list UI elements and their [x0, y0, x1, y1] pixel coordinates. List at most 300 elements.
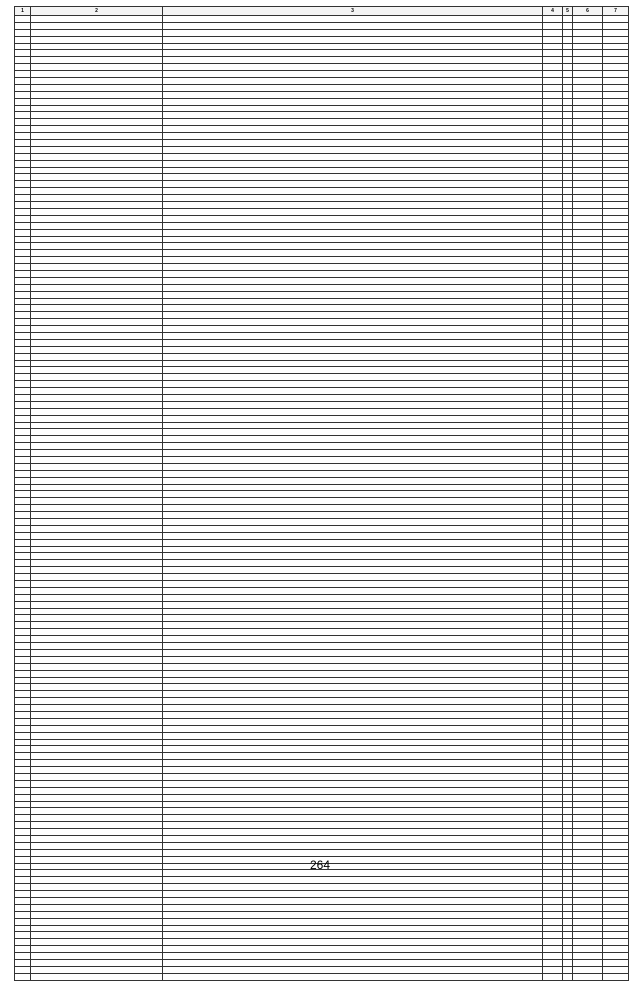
table-cell: [31, 925, 163, 932]
table-cell: [163, 339, 543, 346]
table-cell: [563, 326, 573, 333]
table-cell: [563, 670, 573, 677]
table-cell: [31, 78, 163, 85]
table-cell: [31, 188, 163, 195]
table-cell: [603, 153, 629, 160]
table-row: [15, 835, 629, 842]
table-cell: [31, 587, 163, 594]
table-cell: [603, 656, 629, 663]
table-cell: [15, 50, 31, 57]
table-cell: [603, 643, 629, 650]
table-cell: [15, 973, 31, 980]
table-cell: [31, 112, 163, 119]
table-row: [15, 815, 629, 822]
table-cell: [31, 746, 163, 753]
table-cell: [163, 973, 543, 980]
table-cell: [563, 629, 573, 636]
table-cell: [163, 415, 543, 422]
table-cell: [563, 84, 573, 91]
table-cell: [163, 581, 543, 588]
table-cell: [563, 677, 573, 684]
table-cell: [15, 243, 31, 250]
table-cell: [15, 560, 31, 567]
table-cell: [603, 767, 629, 774]
table-cell: [573, 470, 603, 477]
table-cell: [603, 326, 629, 333]
table-cell: [563, 257, 573, 264]
table-cell: [563, 684, 573, 691]
table-cell: [31, 960, 163, 967]
table-cell: [31, 829, 163, 836]
table-cell: [603, 884, 629, 891]
table-cell: [163, 794, 543, 801]
table-cell: [15, 615, 31, 622]
table-cell: [31, 229, 163, 236]
table-cell: [15, 470, 31, 477]
table-cell: [31, 98, 163, 105]
table-cell: [603, 429, 629, 436]
table-cell: [573, 491, 603, 498]
table-cell: [573, 298, 603, 305]
table-cell: [31, 181, 163, 188]
table-cell: [603, 553, 629, 560]
table-cell: [573, 815, 603, 822]
table-cell: [31, 891, 163, 898]
table-cell: [15, 326, 31, 333]
table-cell: [31, 394, 163, 401]
table-cell: [15, 835, 31, 842]
table-cell: [31, 477, 163, 484]
table-cell: [573, 112, 603, 119]
table-cell: [603, 236, 629, 243]
table-cell: [543, 112, 563, 119]
table-cell: [15, 939, 31, 946]
table-cell: [543, 415, 563, 422]
table-cell: [31, 808, 163, 815]
table-cell: [31, 140, 163, 147]
table-cell: [563, 939, 573, 946]
table-cell: [603, 525, 629, 532]
table-cell: [563, 346, 573, 353]
table-cell: [543, 305, 563, 312]
table-row: [15, 753, 629, 760]
table-cell: [543, 519, 563, 526]
table-cell: [573, 174, 603, 181]
table-cell: [573, 119, 603, 126]
table-cell: [603, 808, 629, 815]
table-cell: [543, 705, 563, 712]
table-cell: [573, 126, 603, 133]
table-cell: [573, 677, 603, 684]
table-cell: [15, 36, 31, 43]
table-cell: [563, 808, 573, 815]
table-cell: [15, 801, 31, 808]
table-cell: [15, 443, 31, 450]
table-cell: [163, 346, 543, 353]
table-cell: [31, 498, 163, 505]
table-row: [15, 22, 629, 29]
table-cell: [543, 16, 563, 23]
table-cell: [563, 222, 573, 229]
table-cell: [163, 574, 543, 581]
table-row: [15, 291, 629, 298]
table-cell: [163, 298, 543, 305]
table-cell: [603, 388, 629, 395]
table-cell: [603, 939, 629, 946]
table-cell: [163, 746, 543, 753]
table-row: [15, 222, 629, 229]
table-cell: [31, 305, 163, 312]
table-cell: [563, 381, 573, 388]
table-cell: [31, 360, 163, 367]
table-cell: [573, 918, 603, 925]
table-cell: [163, 773, 543, 780]
table-cell: [573, 463, 603, 470]
table-cell: [15, 911, 31, 918]
table-row: [15, 794, 629, 801]
table-cell: [31, 415, 163, 422]
table-cell: [603, 57, 629, 64]
table-row: [15, 339, 629, 346]
table-cell: [563, 567, 573, 574]
table-cell: [603, 291, 629, 298]
table-cell: [573, 270, 603, 277]
table-row: [15, 622, 629, 629]
table-cell: [31, 794, 163, 801]
table-cell: [603, 422, 629, 429]
table-cell: [163, 374, 543, 381]
table-cell: [573, 140, 603, 147]
table-cell: [15, 291, 31, 298]
table-cell: [31, 519, 163, 526]
table-cell: [163, 767, 543, 774]
table-cell: [31, 898, 163, 905]
table-cell: [163, 105, 543, 112]
table-cell: [603, 229, 629, 236]
table-cell: [603, 546, 629, 553]
table-cell: [563, 277, 573, 284]
table-cell: [163, 243, 543, 250]
table-cell: [15, 112, 31, 119]
table-cell: [563, 829, 573, 836]
table-cell: [15, 463, 31, 470]
table-cell: [163, 250, 543, 257]
table-cell: [31, 842, 163, 849]
table-cell: [603, 787, 629, 794]
table-cell: [573, 243, 603, 250]
table-cell: [603, 794, 629, 801]
table-cell: [543, 374, 563, 381]
table-cell: [15, 760, 31, 767]
table-cell: [543, 133, 563, 140]
table-cell: [15, 822, 31, 829]
table-cell: [573, 332, 603, 339]
table-row: [15, 160, 629, 167]
table-cell: [15, 436, 31, 443]
table-cell: [31, 388, 163, 395]
table-cell: [603, 698, 629, 705]
table-cell: [573, 360, 603, 367]
table-cell: [543, 250, 563, 257]
table-cell: [31, 911, 163, 918]
table-cell: [573, 512, 603, 519]
table-cell: [603, 498, 629, 505]
table-cell: [563, 119, 573, 126]
table-cell: [603, 160, 629, 167]
table-cell: [563, 339, 573, 346]
table-cell: [163, 739, 543, 746]
table-cell: [31, 946, 163, 953]
table-row: [15, 636, 629, 643]
table-cell: [603, 705, 629, 712]
table-cell: [163, 711, 543, 718]
table-cell: [31, 84, 163, 91]
table-cell: [603, 401, 629, 408]
table-cell: [563, 484, 573, 491]
table-cell: [15, 98, 31, 105]
table-cell: [163, 78, 543, 85]
table-cell: [15, 374, 31, 381]
table-cell: [603, 636, 629, 643]
table-cell: [603, 484, 629, 491]
table-cell: [31, 822, 163, 829]
table-cell: [15, 160, 31, 167]
table-cell: [573, 898, 603, 905]
table-cell: [163, 470, 543, 477]
table-cell: [563, 601, 573, 608]
table-cell: [543, 436, 563, 443]
table-cell: [31, 608, 163, 615]
table-cell: [31, 208, 163, 215]
table-cell: [603, 932, 629, 939]
table-cell: [563, 946, 573, 953]
table-cell: [563, 966, 573, 973]
table-cell: [563, 43, 573, 50]
table-cell: [163, 119, 543, 126]
table-cell: [163, 808, 543, 815]
table-cell: [573, 195, 603, 202]
table-cell: [543, 36, 563, 43]
table-cell: [163, 939, 543, 946]
table-cell: [603, 925, 629, 932]
table-cell: [573, 932, 603, 939]
table-cell: [603, 594, 629, 601]
table-cell: [15, 319, 31, 326]
table-cell: [573, 222, 603, 229]
table-cell: [15, 305, 31, 312]
table-cell: [563, 298, 573, 305]
table-cell: [563, 491, 573, 498]
table-cell: [31, 298, 163, 305]
table-row: [15, 436, 629, 443]
table-cell: [573, 229, 603, 236]
table-cell: [15, 953, 31, 960]
table-row: [15, 519, 629, 526]
table-cell: [543, 140, 563, 147]
table-cell: [163, 546, 543, 553]
table-cell: [31, 491, 163, 498]
table-cell: [543, 50, 563, 57]
table-row: [15, 587, 629, 594]
table-cell: [603, 663, 629, 670]
table-cell: [15, 601, 31, 608]
table-cell: [603, 450, 629, 457]
table-cell: [543, 884, 563, 891]
table-cell: [543, 629, 563, 636]
table-row: [15, 608, 629, 615]
table-cell: [543, 319, 563, 326]
table-cell: [573, 546, 603, 553]
table-cell: [15, 298, 31, 305]
table-cell: [573, 643, 603, 650]
table-cell: [573, 884, 603, 891]
table-row: [15, 484, 629, 491]
table-cell: [31, 463, 163, 470]
table-cell: [15, 84, 31, 91]
table-cell: [603, 581, 629, 588]
table-cell: [573, 525, 603, 532]
table-cell: [603, 519, 629, 526]
table-cell: [163, 898, 543, 905]
table-cell: [15, 277, 31, 284]
table-cell: [563, 560, 573, 567]
table-cell: [573, 22, 603, 29]
table-cell: [15, 174, 31, 181]
table-cell: [31, 767, 163, 774]
table-cell: [15, 891, 31, 898]
table-row: [15, 277, 629, 284]
table-cell: [31, 636, 163, 643]
page-number: 264: [309, 858, 331, 872]
table-cell: [603, 684, 629, 691]
table-cell: [563, 953, 573, 960]
table-cell: [573, 326, 603, 333]
table-cell: [163, 525, 543, 532]
table-cell: [31, 663, 163, 670]
table-cell: [31, 319, 163, 326]
table-cell: [603, 746, 629, 753]
table-cell: [15, 663, 31, 670]
table-cell: [603, 829, 629, 836]
table-cell: [543, 574, 563, 581]
table-row: [15, 891, 629, 898]
table-cell: [603, 622, 629, 629]
column-header: 6: [573, 7, 603, 16]
table-cell: [543, 684, 563, 691]
table-cell: [603, 339, 629, 346]
table-cell: [573, 615, 603, 622]
table-cell: [543, 512, 563, 519]
table-cell: [543, 229, 563, 236]
table-cell: [163, 394, 543, 401]
table-cell: [563, 243, 573, 250]
table-cell: [573, 636, 603, 643]
table-cell: [543, 43, 563, 50]
table-cell: [15, 691, 31, 698]
table-cell: [573, 284, 603, 291]
table-cell: [573, 381, 603, 388]
table-cell: [31, 160, 163, 167]
table-cell: [31, 312, 163, 319]
table-row: [15, 842, 629, 849]
table-cell: [603, 353, 629, 360]
table-cell: [563, 401, 573, 408]
table-cell: [603, 608, 629, 615]
table-row: [15, 105, 629, 112]
table-cell: [563, 195, 573, 202]
table-cell: [543, 925, 563, 932]
table-row: [15, 601, 629, 608]
table-cell: [573, 202, 603, 209]
table-cell: [163, 594, 543, 601]
table-cell: [563, 739, 573, 746]
table-cell: [573, 801, 603, 808]
table-cell: [31, 849, 163, 856]
table-cell: [543, 78, 563, 85]
table-cell: [573, 560, 603, 567]
table-cell: [543, 126, 563, 133]
table-cell: [603, 16, 629, 23]
table-row: [15, 629, 629, 636]
table-row: [15, 119, 629, 126]
table-cell: [573, 505, 603, 512]
works-table: [14, 6, 629, 981]
table-cell: [603, 222, 629, 229]
table-cell: [603, 567, 629, 574]
table-cell: [563, 408, 573, 415]
table-cell: [15, 43, 31, 50]
table-cell: [543, 332, 563, 339]
table-cell: [573, 966, 603, 973]
table-cell: [603, 477, 629, 484]
table-cell: [543, 353, 563, 360]
table-row: [15, 532, 629, 539]
table-cell: [543, 312, 563, 319]
table-cell: [543, 394, 563, 401]
table-cell: [563, 525, 573, 532]
table-row: [15, 257, 629, 264]
table-cell: [31, 711, 163, 718]
table-cell: [31, 71, 163, 78]
table-cell: [543, 753, 563, 760]
table-cell: [573, 829, 603, 836]
table-cell: [573, 760, 603, 767]
table-row: [15, 512, 629, 519]
table-cell: [563, 360, 573, 367]
table-cell: [15, 594, 31, 601]
table-cell: [543, 243, 563, 250]
table-cell: [563, 656, 573, 663]
table-cell: [543, 470, 563, 477]
table-cell: [603, 436, 629, 443]
table-row: [15, 691, 629, 698]
table-cell: [163, 842, 543, 849]
table-cell: [543, 822, 563, 829]
table-cell: [563, 608, 573, 615]
table-cell: [603, 822, 629, 829]
table-cell: [15, 181, 31, 188]
table-row: [15, 388, 629, 395]
table-cell: [163, 43, 543, 50]
table-cell: [603, 305, 629, 312]
table-cell: [163, 436, 543, 443]
table-cell: [563, 188, 573, 195]
table-cell: [543, 622, 563, 629]
column-header: 7: [603, 7, 629, 16]
table-cell: [163, 491, 543, 498]
table-cell: [15, 339, 31, 346]
table-row: [15, 457, 629, 464]
